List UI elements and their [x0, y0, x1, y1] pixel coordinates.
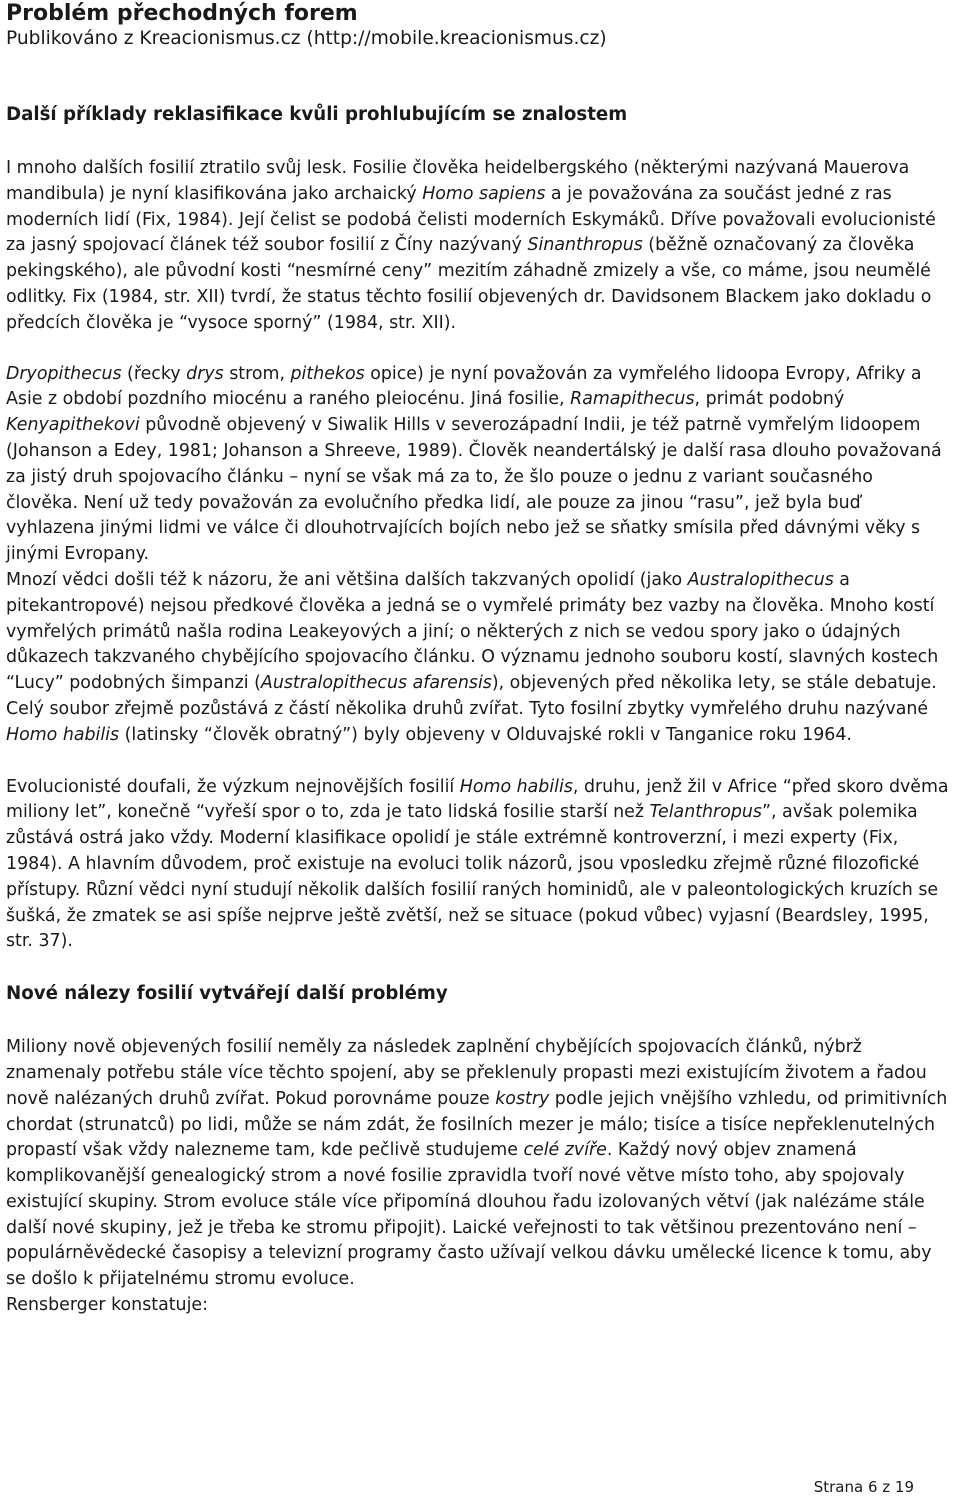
article-body: [6, 100, 950, 1319]
section-heading-new-findings: Nové nálezy fosilií vytvářejí další problémy: [6, 983, 448, 1005]
paragraph: Rensberger konstatuje:: [6, 1295, 208, 1316]
page-number: Strana 6 z 19: [813, 1478, 914, 1496]
paragraph: Mnozí vědci došli též k názoru, že ani většina dalších takzvaných opolidí (jako Australopithecus a pitekantropové) nejsou předkové člověka a jedná se o vymřelé primáty bez vazby na člověka. Mnoho kostí vymřelých primátů našla rodina Leakeyových a jiní; o některých z nich se vedou spory jako o údajných důkazech takzvaného chybějícího spojovacího článku. O významu jednoho souboru kostí, slavných kostech “Lucy” podobných šimpanzi (Australopithecus afarensis), objevených před několika lety, se stále debatuje. Celý soubor zřejmě pozůstává z částí několika druhů zvířat. Tyto fosilní zbytky vymřelého druhu nazývané Homo habilis (latinsky “člověk obratný”) byly objeveny v Olduvajské rokli v Tanganice roku 1964.: [6, 569, 939, 745]
paragraph: Evolucionisté doufali, že výzkum nejnovějších fosilií Homo habilis, druhu, jenž žil v Africe “před skoro dvěma miliony let”, konečně “vyřeší spor o to, zda je tato lidská fosilie starší než Telanthropus”, avšak polemika zůstává ostrá jako vždy. Moderní klasifikace opolidí je stále extrémně kontroverzní, i mezi experty (Fix, 1984). A hlavním důvodem, proč existuje na evoluci tolik názorů, jsou vposledku zřejmě různé filozofické přístupy. Různí vědci nyní studují několik dalších fosilií raných hominidů, ale v paleontologických kruzích se šušká, že zmatek se asi spíše nejprve ještě zvětší, než se situace (pokud vůbec) vyjasní (Beardsley, 1995, str. 37).: [6, 776, 949, 952]
paragraph: I mnoho dalších fosilií ztratilo svůj lesk. Fosilie člověka heidelbergského (některými nazývaná Mauerova mandibula) je nyní klasifikována jako archaický Homo sapiens a je považována za součást jedné z ras moderních lidí (Fix, 1984). Její čelist se podobá čelisti moderních Eskymáků. Dříve považovali evolucionisté za jasný spojovací článek též soubor fosilií z Číny nazývaný Sinanthropus (běžně označovaný za člověka pekingského), ale původní kosti “nesmírné ceny” mezitím záhadně zmizely a vše, co máme, jsou neumělé odlitky. Fix (1984, str. XII) tvrdí, že status těchto fosilií objevených dr. Davidsonem Blackem jako dokladu o předcích člověka je “vysoce sporný” (1984, str. XII).: [6, 158, 936, 333]
paragraph: Dryopithecus (řecky drys strom, pithekos opice) je nyní považován za vymřelého lidoopa Evropy, Afriky a Asie z období pozdního miocénu a raného pleiocénu. Jiná fosilie, Ramapithecus, primát podobný Kenyapithekovi původně objevený v Siwalik Hills v severozápadní Indii, je též patrně vymřelým lidoopem (Johanson a Edey, 1981; Johanson a Shreeve, 1989). Člověk neandertálský je další rasa dlouho považovaná za jistý druh spojovacího článku – nyní se však má za to, že šlo pouze o jednu z variant současného člověka. Není už tedy považován za evolučního předka lidí, ale pouze za jinou “rasu”, jež byla buď vyhlazena jinými lidmi ve válce či dlouhotrvajících bojích nebo jež se sňatky smísila před dávnými věky s jinými Evropany.: [6, 363, 942, 565]
section-heading-reclassification: Další příklady reklasifikace kvůli prohlubujícím se znalostem: [6, 104, 628, 125]
source-line: Publikováno z Kreacionismus.cz (http://mobile.kreacionismus.cz): [6, 28, 607, 49]
document-title: Problém přechodných forem: [6, 1, 358, 26]
page-header: [6, 0, 607, 51]
paragraph: Miliony nově objevených fosilií neměly za následek zaplnění chybějících spojovacích článků, nýbrž znamenaly potřebu stále více těchto spojení, aby se překlenuly propasti mezi existujícím životem a řadou nově nalézaných druhů zvířat. Pokud porovnáme pouze kostry podle jejich vnějšího vzhledu, od primitivních chordat (strunatců) po lidi, může se nám zdát, že fosilních mezer je málo; tisíce a tisíce nepřeklenutelných propastí však vždy nalezneme tam, kde pečlivě studujeme celé zvíře. Každý nový objev znamená komplikovanější genealogický strom a nové fosilie zpravidla tvoří nové větve místo toho, aby spojovaly existující skupiny. Strom evoluce stále více připomíná dlouhou řadu izolovaných větví (jak nalézáme stále další nové skupiny, jež je třeba ke stromu připojit). Laické veřejnosti to tak většinou prezentováno není – populárněvědecké časopisy a televizní programy často užívají velkou dávku umělecké licence k tomu, aby se došlo k přijatelnému stromu evoluce.: [6, 1037, 948, 1290]
